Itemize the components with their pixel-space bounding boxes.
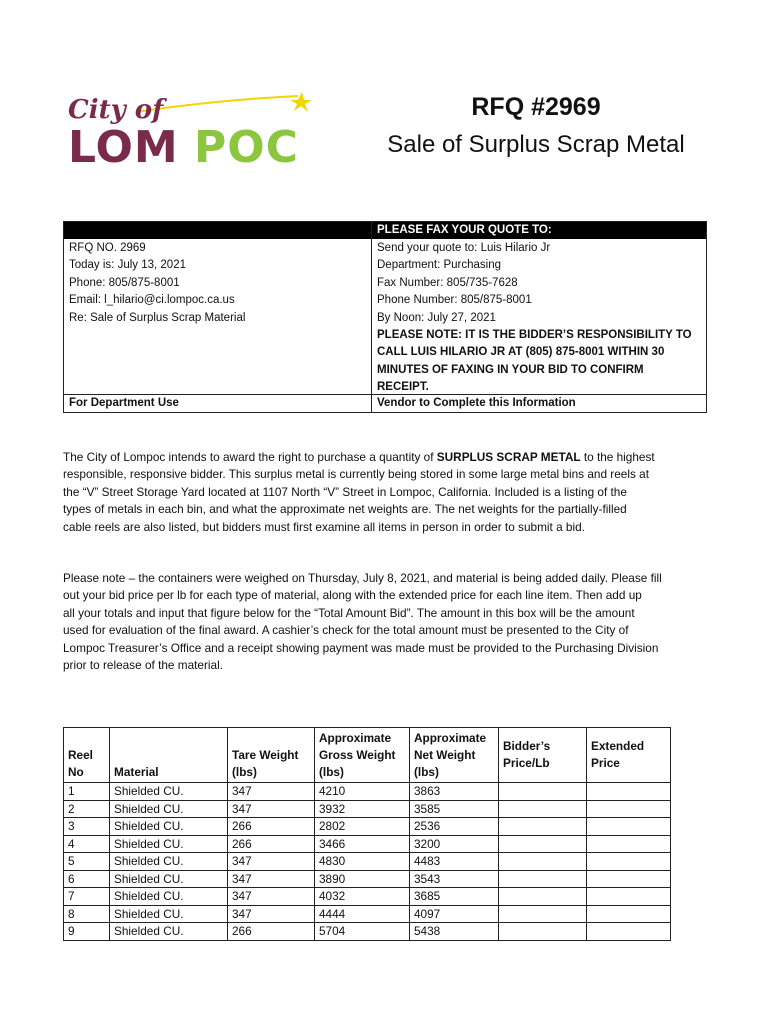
instructions-line-2: out your bid price per lb for each type of material, along with the extended price for each line item. Then add up <box>63 588 642 603</box>
tare-weight-cell: 347 <box>228 888 315 906</box>
bidder-price-cell[interactable] <box>499 870 587 888</box>
extended-price-header-line: Price <box>591 755 620 770</box>
material-cell: Shielded CU. <box>110 800 228 818</box>
bidder-price-cell[interactable] <box>499 818 587 836</box>
net-weight-header-line: (lbs) <box>414 765 439 779</box>
material-cell: Shielded CU. <box>110 870 228 888</box>
logo-lom-text: LOM <box>68 122 179 170</box>
material-cell: Shielded CU. <box>110 905 228 923</box>
gross-weight-cell: 4210 <box>315 783 410 801</box>
net-weight-cell: 2536 <box>410 818 499 836</box>
fax-number-line: Fax Number: 805/735-7628 <box>377 276 518 289</box>
date-line: Today is: July 13, 2021 <box>69 259 186 272</box>
rfq-subtitle: Sale of Surplus Scrap Metal <box>387 131 685 158</box>
extended-price-cell[interactable] <box>587 870 671 888</box>
reel-no-cell: 4 <box>64 835 110 853</box>
net-weight-cell: 4097 <box>410 905 499 923</box>
table-row <box>64 783 671 801</box>
material-cell: Shielded CU. <box>110 818 228 836</box>
send-to-line: Send your quote to: Luis Hilario Jr <box>377 242 551 254</box>
instructions-line-6: prior to release of the material. <box>63 658 223 673</box>
instructions-paragraph <box>63 570 711 674</box>
bidder-price-cell[interactable] <box>499 800 587 818</box>
gross-weight-cell: 4830 <box>315 853 410 871</box>
tare-weight-cell: 347 <box>228 800 315 818</box>
logo-poc-text: POC <box>194 122 299 170</box>
intro-text-before: The City of Lompoc intends to award the right to purchase a quantity of <box>63 450 437 464</box>
instructions-line-1: Please note – the containers were weighed on Thursday, July 8, 2021, and material is being added daily. Please fill <box>63 571 662 585</box>
bidder-price-header <box>499 728 587 783</box>
tare-weight-cell: 347 <box>228 905 315 923</box>
table-row <box>64 835 671 853</box>
bidder-price-cell[interactable] <box>499 923 587 941</box>
extended-price-cell[interactable] <box>587 835 671 853</box>
gross-weight-cell: 3932 <box>315 800 410 818</box>
net-weight-cell: 3543 <box>410 870 499 888</box>
extended-price-cell[interactable] <box>587 783 671 801</box>
gross-weight-header-line: Approximate <box>319 731 392 745</box>
reel-no-cell: 1 <box>64 783 110 801</box>
instructions-line-5: Lompoc Treasurer’s Office and a receipt showing payment was made must be provided to the Purchasing Division <box>63 640 659 655</box>
gross-weight-header <box>315 728 410 783</box>
material-header <box>110 728 228 783</box>
rfq-number-title: RFQ #2969 <box>471 93 601 121</box>
gross-weight-cell: 3466 <box>315 835 410 853</box>
net-weight-cell: 3863 <box>410 783 499 801</box>
reel-no-cell: 2 <box>64 800 110 818</box>
department-footer: For Department Use <box>64 394 371 412</box>
reel-no-cell: 6 <box>64 870 110 888</box>
tare-weight-header-line: Tare Weight <box>232 748 299 762</box>
net-weight-cell: 3585 <box>410 800 499 818</box>
phone-line: Phone: 805/875-8001 <box>69 276 180 289</box>
material-cell: Shielded CU. <box>110 888 228 906</box>
table-row <box>64 923 671 941</box>
bidder-price-header-line: Price/Lb <box>503 755 550 770</box>
tare-weight-cell: 347 <box>228 870 315 888</box>
reel-no-cell: 9 <box>64 923 110 941</box>
extended-price-cell[interactable] <box>587 853 671 871</box>
reel-no-cell: 7 <box>64 888 110 906</box>
phone-number-line: Phone Number: 805/875-8001 <box>377 294 532 307</box>
tare-weight-header <box>228 728 315 783</box>
tare-weight-cell: 266 <box>228 835 315 853</box>
intro-line-1 <box>63 449 711 466</box>
department-line: Department: Purchasing <box>377 259 502 272</box>
net-weight-header-line: Net Weight <box>414 748 476 762</box>
tare-weight-header-line: (lbs) <box>232 765 257 779</box>
gross-weight-header-line: (lbs) <box>319 765 344 779</box>
lompoc-logo-graphic <box>66 90 338 170</box>
gross-weight-header-line: Gross Weight <box>319 748 396 762</box>
net-weight-cell: 4483 <box>410 853 499 871</box>
reel-no-header-line: No <box>68 765 84 779</box>
department-panel <box>64 222 372 412</box>
fax-panel-header: PLEASE FAX YOUR QUOTE TO: <box>372 222 706 239</box>
net-weight-cell: 3685 <box>410 888 499 906</box>
net-weight-header-line: Approximate <box>414 731 487 745</box>
table-row <box>64 888 671 906</box>
instructions-line-3: all your totals and input that figure below for the “Total Amount Bid”. The amount in this box will be the amount <box>63 605 635 620</box>
note-line-3: MINUTES OF FAXING IN YOUR BID TO CONFIRM <box>377 363 644 376</box>
net-weight-cell: 5438 <box>410 923 499 941</box>
vendor-footer: Vendor to Complete this Information <box>372 394 706 412</box>
bid-table-body <box>64 783 671 941</box>
bid-table-header-row <box>64 728 671 783</box>
logo-city-of-text: City of <box>68 95 164 125</box>
bidder-price-cell[interactable] <box>499 888 587 906</box>
tare-weight-cell: 266 <box>228 818 315 836</box>
intro-line-3: the “V” Street Storage Yard located at 1107 North “V” Street in Lompoc, California. Included is a listing of the <box>63 484 627 499</box>
extended-price-cell[interactable] <box>587 923 671 941</box>
intro-line-2: responsible, responsive bidder. This surplus metal is currently being stored in some large metal bins and reels at <box>63 467 649 482</box>
bidder-price-cell[interactable] <box>499 905 587 923</box>
intro-bold-text: SURPLUS SCRAP METAL <box>436 450 581 464</box>
info-box <box>63 221 707 413</box>
re-line: Re: Sale of Surplus Scrap Material <box>69 311 246 324</box>
reel-no-header-line: Reel <box>68 748 93 762</box>
bid-table <box>63 727 671 941</box>
note-line-4: RECEIPT. <box>377 381 429 394</box>
net-weight-cell: 3200 <box>410 835 499 853</box>
material-cell: Shielded CU. <box>110 783 228 801</box>
department-panel-header <box>64 222 371 239</box>
extended-price-header-line: Extended <box>591 738 645 753</box>
extended-price-cell[interactable] <box>587 888 671 906</box>
gross-weight-cell: 4032 <box>315 888 410 906</box>
table-row <box>64 800 671 818</box>
material-header-line: Material <box>114 765 159 779</box>
extended-price-header <box>587 728 671 783</box>
bidder-price-cell[interactable] <box>499 783 587 801</box>
note-line-1: PLEASE NOTE: IT IS THE BIDDER’S RESPONSIBILITY TO <box>377 329 692 342</box>
table-row <box>64 870 671 888</box>
intro-text-after: to the highest <box>580 450 655 464</box>
department-info-lines <box>64 239 371 327</box>
instructions-line-4: used for evaluation of the final award. A cashier’s check for the total amount must be presented to the City of <box>63 623 629 638</box>
deadline-line: By Noon: July 27, 2021 <box>377 311 496 324</box>
gross-weight-cell: 3890 <box>315 870 410 888</box>
intro-paragraph <box>63 449 711 536</box>
material-cell: Shielded CU. <box>110 853 228 871</box>
extended-price-cell[interactable] <box>587 800 671 818</box>
fax-panel <box>372 222 706 412</box>
net-weight-header <box>410 728 499 783</box>
tare-weight-cell: 347 <box>228 783 315 801</box>
rfq-no-line: RFQ NO. 2969 <box>69 242 146 254</box>
bidder-price-cell[interactable] <box>499 835 587 853</box>
tare-weight-cell: 347 <box>228 853 315 871</box>
reel-no-header <box>64 728 110 783</box>
reel-no-cell: 3 <box>64 818 110 836</box>
table-row <box>64 853 671 871</box>
table-row <box>64 818 671 836</box>
fax-info-lines <box>372 239 706 397</box>
email-line: Email: l_hilario@ci.lompoc.ca.us <box>69 294 235 307</box>
reel-no-cell: 5 <box>64 853 110 871</box>
intro-line-4: types of metals in each bin, and what the approximate net weights are. The net weights for the partially-filled <box>63 502 627 517</box>
gross-weight-cell: 4444 <box>315 905 410 923</box>
city-logo <box>66 90 338 170</box>
bidder-price-header-line: Bidder’s <box>503 738 551 753</box>
note-line-2: CALL LUIS HILARIO JR AT (805) 875-8001 WITHIN 30 <box>377 346 665 359</box>
extended-price-cell[interactable] <box>587 818 671 836</box>
gross-weight-cell: 5704 <box>315 923 410 941</box>
intro-line-5: cable reels are also listed, but bidders must first examine all items in person in order to submit a bid. <box>63 519 585 534</box>
bidder-price-cell[interactable] <box>499 853 587 871</box>
gross-weight-cell: 2802 <box>315 818 410 836</box>
material-cell: Shielded CU. <box>110 835 228 853</box>
table-row <box>64 905 671 923</box>
tare-weight-cell: 266 <box>228 923 315 941</box>
extended-price-cell[interactable] <box>587 905 671 923</box>
material-cell: Shielded CU. <box>110 923 228 941</box>
reel-no-cell: 8 <box>64 905 110 923</box>
